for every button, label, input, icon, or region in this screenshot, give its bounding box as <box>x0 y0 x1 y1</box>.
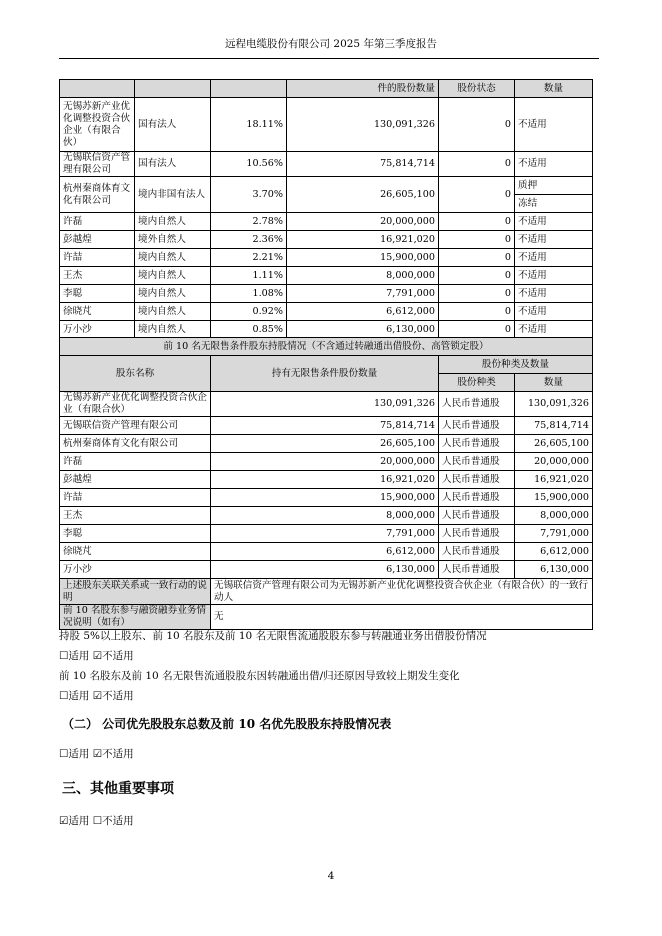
change-note: 前 10 名股东及前 10 名无限售流通股股东因转融通出借/归还原因导致较上期发生变化 <box>59 670 460 682</box>
table-row <box>60 435 593 453</box>
holding-percent: 2.36% <box>211 231 287 249</box>
page-number: 4 <box>327 870 335 882</box>
shareholder-name: 无锡联信资产管理有限公司 <box>60 152 135 177</box>
restricted-shares: 0 <box>439 152 515 177</box>
share-type: 人民币普通股 <box>439 453 515 471</box>
share-status: 不适用 <box>515 231 593 249</box>
table-row <box>60 249 593 267</box>
share-quantity: 16,921,020 <box>515 471 593 489</box>
share-type: 人民币普通股 <box>439 525 515 543</box>
unrestricted-shares-header: 持有无限售条件股份数量 <box>211 356 439 392</box>
table-row <box>60 285 593 303</box>
shareholder-name: 杭州秦商体育文化有限公司 <box>60 177 135 213</box>
unrestricted-shares: 75,814,714 <box>211 417 439 435</box>
margin-trading-label: 前 10 名股东参与融资融券业务情况说明（如有） <box>60 605 211 630</box>
header-cell <box>211 80 287 98</box>
share-type: 人民币普通股 <box>439 392 515 417</box>
share-type-group-header: 股份种类及数量 <box>439 356 593 374</box>
share-status: 不适用 <box>515 213 593 231</box>
share-quantity: 8,000,000 <box>515 507 593 525</box>
share-status: 不适用 <box>515 321 593 339</box>
table-row <box>60 579 593 605</box>
restricted-shares: 0 <box>439 249 515 267</box>
restricted-shares: 0 <box>439 303 515 321</box>
table-row <box>60 303 593 321</box>
shareholder-nature: 境外自然人 <box>135 231 211 249</box>
lending-options: ☐适用 ☑不适用 <box>59 650 134 662</box>
shares-held: 15,900,000 <box>287 249 439 267</box>
table-row <box>60 231 593 249</box>
holding-percent: 1.11% <box>211 267 287 285</box>
shares-held: 6,130,000 <box>287 321 439 339</box>
share-quantity: 26,605,100 <box>515 435 593 453</box>
table-row <box>60 561 593 579</box>
shareholder-name: 许磊 <box>60 453 211 471</box>
holding-percent: 3.70% <box>211 177 287 213</box>
shares-held: 26,605,100 <box>287 177 439 213</box>
share-type: 人民币普通股 <box>439 507 515 525</box>
top-shareholders-table <box>59 79 593 339</box>
shareholder-name: 彭越煌 <box>60 231 135 249</box>
table-header-row <box>60 356 593 374</box>
unrestricted-shares: 130,091,326 <box>211 392 439 417</box>
shares-held: 8,000,000 <box>287 267 439 285</box>
shares-held: 75,814,714 <box>287 152 439 177</box>
table-row <box>60 177 593 195</box>
restricted-shares: 0 <box>439 177 515 213</box>
unrestricted-shares: 15,900,000 <box>211 489 439 507</box>
share-quantity: 75,814,714 <box>515 417 593 435</box>
share-status: 不适用 <box>515 285 593 303</box>
table-row <box>60 507 593 525</box>
relation-value: 无锡联信资产管理有限公司为无锡苏新产业优化调整投资合伙企业（有限合伙）的一致行动人 <box>211 579 593 605</box>
header-divider <box>59 58 599 59</box>
share-quantity: 7,791,000 <box>515 525 593 543</box>
shares-held: 20,000,000 <box>287 213 439 231</box>
shareholder-name: 许磊 <box>60 213 135 231</box>
shares-held: 7,791,000 <box>287 285 439 303</box>
share-type: 人民币普通股 <box>439 489 515 507</box>
shareholder-name: 徐晓芃 <box>60 543 211 561</box>
holding-percent: 0.92% <box>211 303 287 321</box>
share-quantity: 6,612,000 <box>515 543 593 561</box>
table-title: 前 10 名无限售条件股东持股情况（不含通过转融通出借股份、高管锁定股） <box>60 338 593 356</box>
table-row <box>60 471 593 489</box>
share-type: 人民币普通股 <box>439 471 515 489</box>
restricted-shares: 0 <box>439 231 515 249</box>
share-type: 人民币普通股 <box>439 561 515 579</box>
shareholder-name-header: 股东名称 <box>60 356 211 392</box>
header-cell <box>135 80 211 98</box>
unrestricted-shares: 26,605,100 <box>211 435 439 453</box>
shareholder-name: 许喆 <box>60 249 135 267</box>
unrestricted-shares: 7,791,000 <box>211 525 439 543</box>
relation-label: 上述股东关联关系或一致行动的说明 <box>60 579 211 605</box>
shareholder-name: 无锡苏新产业优化调整投资合伙企业（有限合伙） <box>60 392 211 417</box>
share-status: 冻结 <box>515 195 593 213</box>
table-row <box>60 152 593 177</box>
shares-held: 130,091,326 <box>287 98 439 152</box>
table-row <box>60 417 593 435</box>
restricted-shares: 0 <box>439 98 515 152</box>
table-row <box>60 453 593 471</box>
unrestricted-shares: 20,000,000 <box>211 453 439 471</box>
share-quantity: 15,900,000 <box>515 489 593 507</box>
share-status: 不适用 <box>515 98 593 152</box>
shareholder-name: 无锡联信资产管理有限公司 <box>60 417 211 435</box>
shareholder-name: 王杰 <box>60 507 211 525</box>
restricted-shares: 0 <box>439 285 515 303</box>
share-status: 不适用 <box>515 249 593 267</box>
shareholder-nature: 国有法人 <box>135 152 211 177</box>
holding-percent: 18.11% <box>211 98 287 152</box>
unrestricted-shares: 6,612,000 <box>211 543 439 561</box>
table-row <box>60 525 593 543</box>
table-row <box>60 321 593 339</box>
shareholder-name: 无锡苏新产业优化调整投资合伙企业（有限合伙） <box>60 98 135 152</box>
shareholder-name: 万小沙 <box>60 561 211 579</box>
shareholder-name: 徐晓芃 <box>60 303 135 321</box>
shareholder-nature: 境内自然人 <box>135 321 211 339</box>
unrestricted-shares: 16,921,020 <box>211 471 439 489</box>
shareholder-name: 许喆 <box>60 489 211 507</box>
share-type-header: 股份种类 <box>439 374 515 392</box>
shareholder-nature: 境内自然人 <box>135 285 211 303</box>
share-status: 不适用 <box>515 267 593 285</box>
share-status: 质押 <box>515 177 593 195</box>
table-row <box>60 392 593 417</box>
table-title-row <box>60 338 593 356</box>
share-quantity: 6,130,000 <box>515 561 593 579</box>
table-row <box>60 543 593 561</box>
shares-held: 6,612,000 <box>287 303 439 321</box>
share-type: 人民币普通股 <box>439 417 515 435</box>
shareholder-nature: 境内自然人 <box>135 303 211 321</box>
other-matters-options: ☑适用 ☐不适用 <box>59 815 134 827</box>
holding-percent: 2.21% <box>211 249 287 267</box>
share-status-header: 股份状态 <box>439 80 515 98</box>
restricted-shares: 0 <box>439 321 515 339</box>
shareholder-nature: 国有法人 <box>135 98 211 152</box>
table-row <box>60 267 593 285</box>
shareholder-name: 杭州秦商体育文化有限公司 <box>60 435 211 453</box>
margin-trading-value: 无 <box>211 605 593 630</box>
shareholder-nature: 境内非国有法人 <box>135 177 211 213</box>
change-options: ☐适用 ☑不适用 <box>59 690 134 702</box>
unrestricted-shares: 8,000,000 <box>211 507 439 525</box>
table-header-row <box>60 80 593 98</box>
shareholder-nature: 境内自然人 <box>135 213 211 231</box>
unrestricted-shares: 6,130,000 <box>211 561 439 579</box>
quantity-header: 数量 <box>515 80 593 98</box>
restricted-shares: 0 <box>439 213 515 231</box>
share-quantity: 20,000,000 <box>515 453 593 471</box>
table-row <box>60 605 593 630</box>
share-quantity: 130,091,326 <box>515 392 593 417</box>
page-header: 远程电缆股份有限公司 2025 年第三季度报告 <box>225 38 437 50</box>
share-status: 不适用 <box>515 303 593 321</box>
preferred-shares-options: ☐适用 ☑不适用 <box>59 748 134 760</box>
unrestricted-shareholders-table <box>59 337 593 630</box>
restricted-shares-header: 件的股份数量 <box>287 80 439 98</box>
shareholder-nature: 境内自然人 <box>135 267 211 285</box>
shareholder-name: 李聪 <box>60 525 211 543</box>
share-type: 人民币普通股 <box>439 435 515 453</box>
quantity-header: 数量 <box>515 374 593 392</box>
table-row <box>60 213 593 231</box>
shareholder-name: 李聪 <box>60 285 135 303</box>
holding-percent: 1.08% <box>211 285 287 303</box>
holding-percent: 0.85% <box>211 321 287 339</box>
shareholder-nature: 境内自然人 <box>135 249 211 267</box>
shareholder-name: 彭越煌 <box>60 471 211 489</box>
table-row <box>60 489 593 507</box>
restricted-shares: 0 <box>439 267 515 285</box>
holding-percent: 10.56% <box>211 152 287 177</box>
lending-note: 持股 5%以上股东、前 10 名股东及前 10 名无限售流通股股东参与转融通业务出借股份情况 <box>59 630 487 642</box>
shares-held: 16,921,020 <box>287 231 439 249</box>
shareholder-name: 王杰 <box>60 267 135 285</box>
shareholder-name: 万小沙 <box>60 321 135 339</box>
table-row <box>60 98 593 152</box>
share-status: 不适用 <box>515 152 593 177</box>
header-cell <box>60 80 135 98</box>
share-type: 人民币普通股 <box>439 543 515 561</box>
preferred-shares-heading: （二） 公司优先股股东总数及前 10 名优先股股东持股情况表 <box>62 717 392 731</box>
other-matters-heading: 三、其他重要事项 <box>62 781 174 797</box>
holding-percent: 2.78% <box>211 213 287 231</box>
